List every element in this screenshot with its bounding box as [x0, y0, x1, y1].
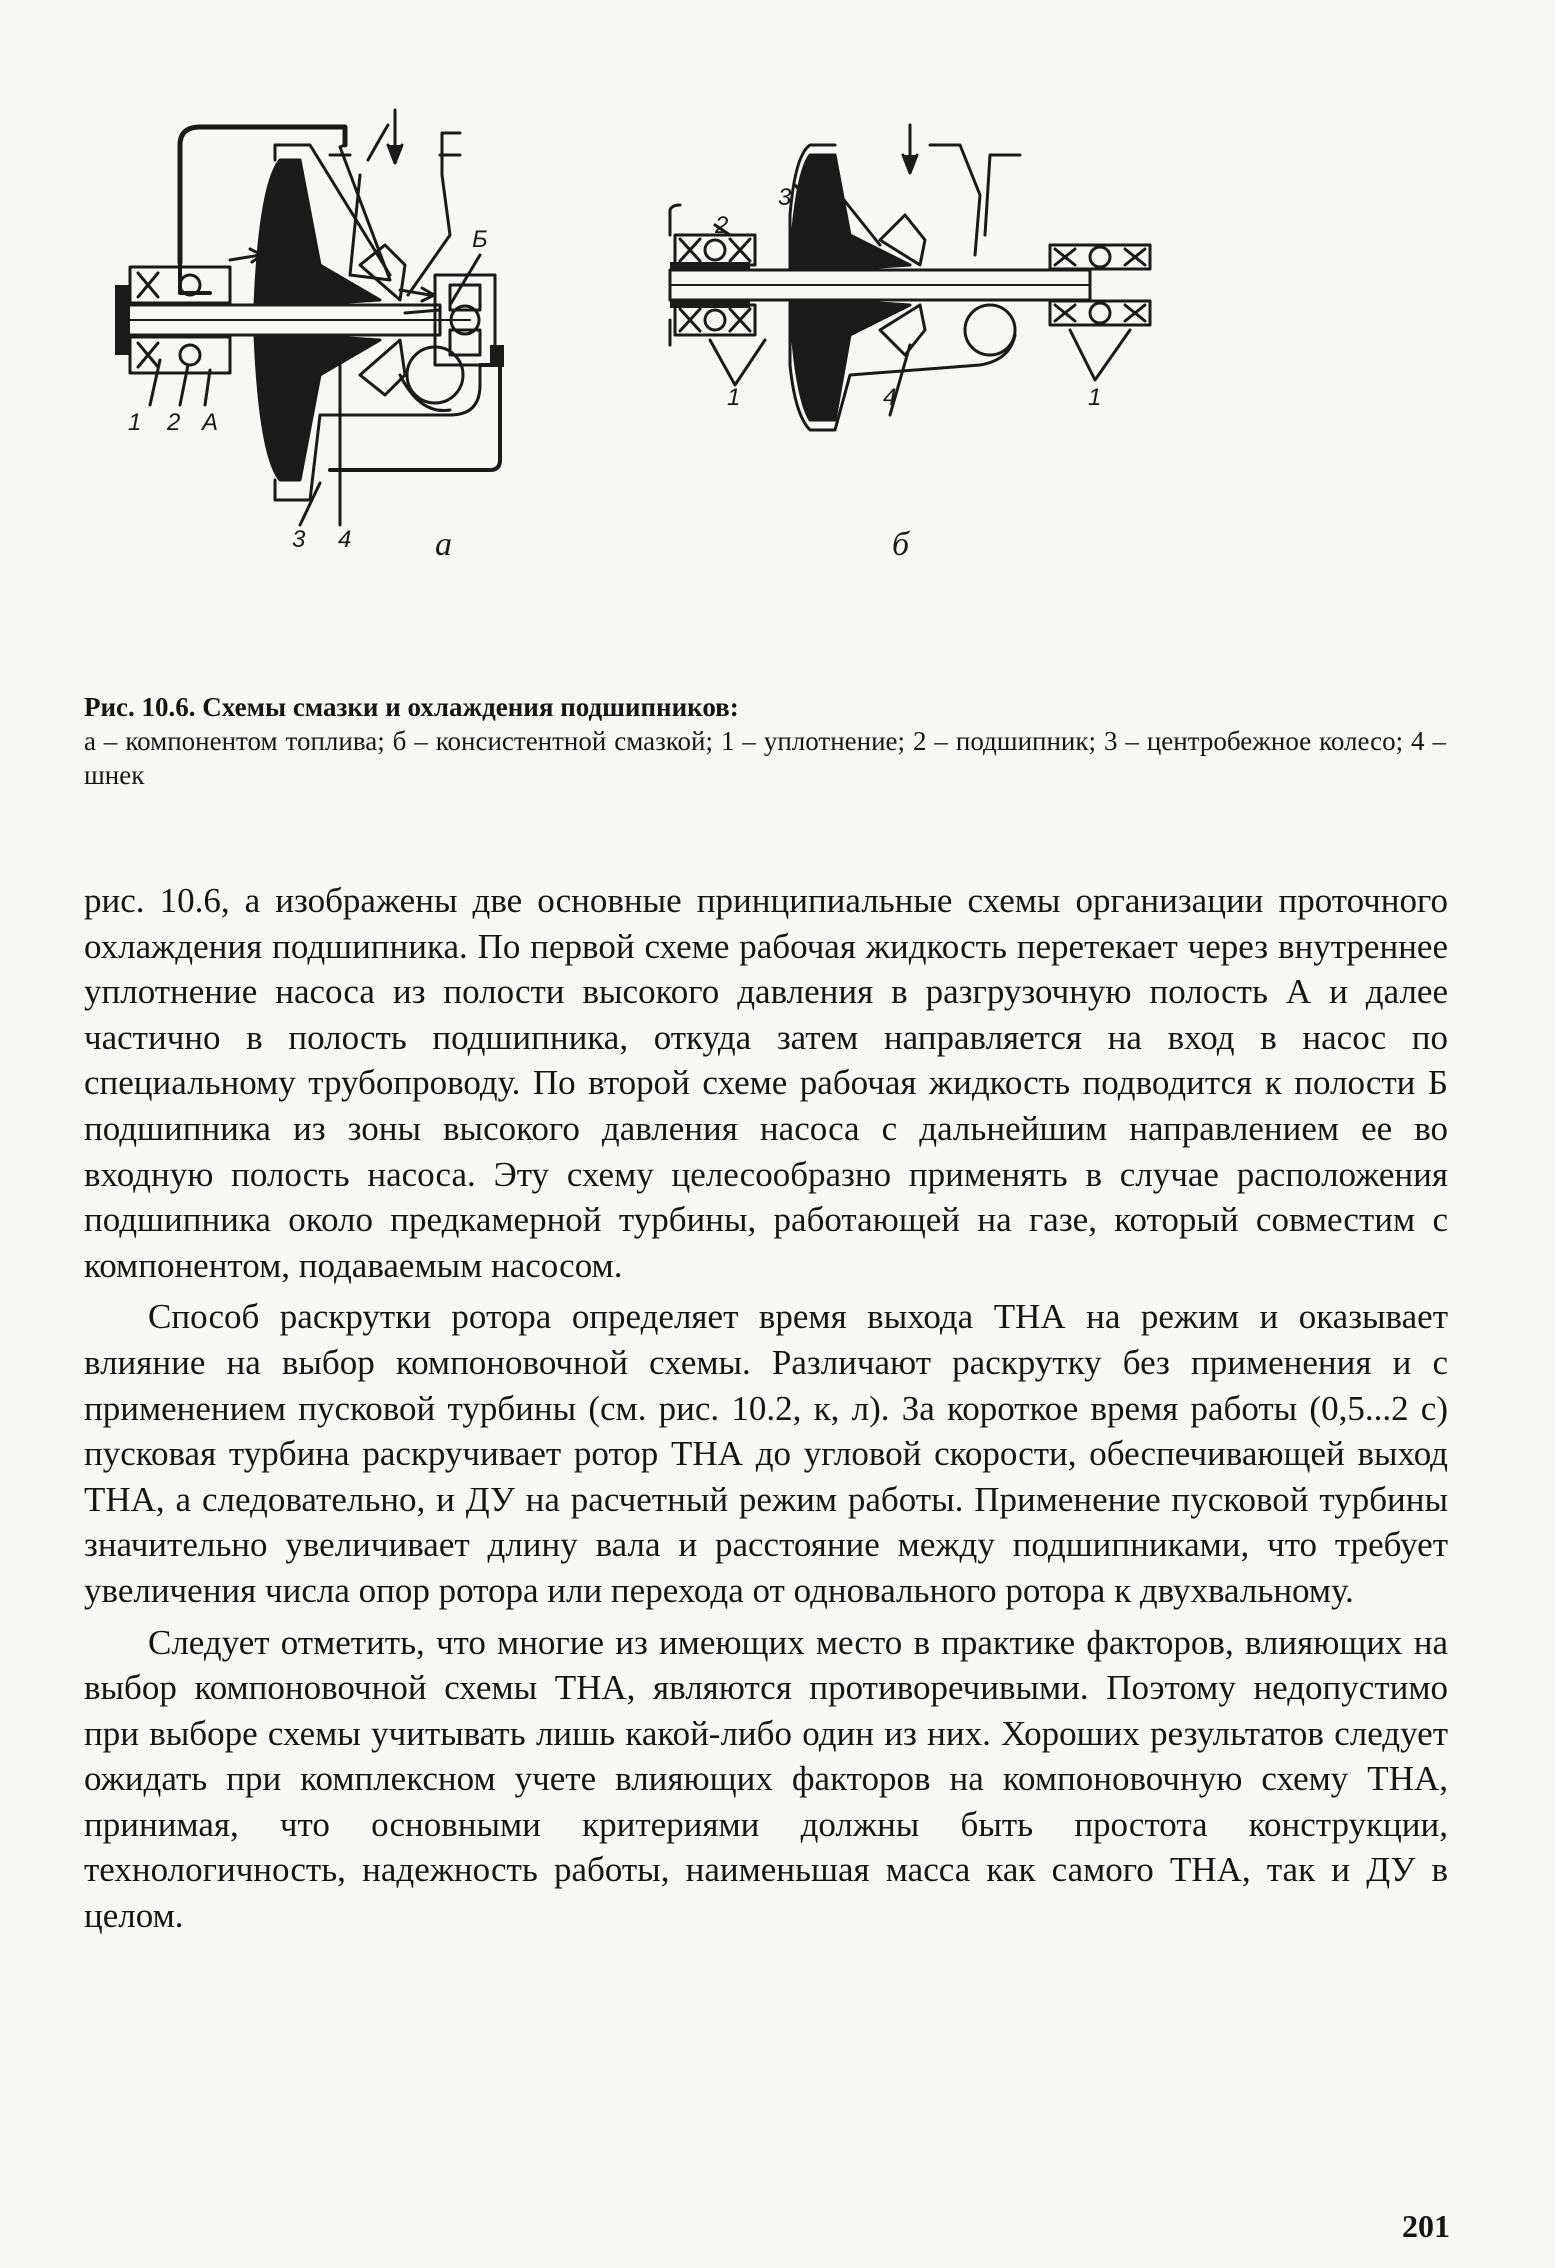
scheme-b-label-3: 3 — [778, 184, 792, 211]
page-number: 201 — [1402, 2208, 1450, 2244]
scheme-a-label-A: A — [202, 409, 219, 436]
scheme-b-label-2: 2 — [715, 212, 729, 239]
bearing-schemes-drawing — [128, 115, 1400, 675]
scheme-a-label-3: 3 — [292, 526, 306, 553]
scheme-a-label-B: Б — [472, 226, 488, 253]
scheme-a — [115, 110, 504, 525]
scheme-a-label-2: 2 — [167, 409, 181, 436]
caption-title: Рис. 10.6. Схемы смазки и охлаждения подшипников: — [84, 692, 739, 722]
scheme-a-label-4: 4 — [338, 526, 352, 553]
scheme-a-sublabel: а — [435, 526, 452, 563]
scheme-b-label-1-right: 1 — [1088, 384, 1102, 411]
scheme-b — [670, 125, 1150, 430]
body-text — [84, 878, 1448, 1945]
figure-10-6 — [128, 115, 1400, 675]
scheme-b-sublabel: б — [892, 526, 910, 563]
paragraph-2: Способ раскрутки ротора определяет время выхода ТНА на режим и оказывает влияние на выбор компоновочной схемы. Различают раскрутку без применения и с применением пусковой турбины (см. рис. 10.2, к, л). За короткое время работы (0,5...2 с) пусковая турбина раскручивает ротор ТНА до угловой скорости, обеспечивающей выход ТНА, а следовательно, и ДУ на расчетный режим работы. Применение пусковой турбины значительно увеличивает длину вала и расстояние между подшипниками, что требует увеличения числа опор ротора или перехода от одновального ротора к двухвальному. — [84, 1297, 1448, 1610]
scheme-b-label-1-left: 1 — [727, 384, 741, 411]
paragraph-3: Следует отметить, что многие из имеющих место в практике факторов, влияющих на выбор компоновочной схемы ТНА, являются противоречивыми. Поэтому недопустимо при выборе схемы учитывать лишь какой-либо один из них. Хороших результатов следует ожидать при комплексном учете влияющих факторов на компоновочную схему ТНА, принимая, что основными критериями должны быть простота конструкции, технологичность, надежность работы, наименьшая масса как самого ТНА, так и ДУ в целом. — [84, 1622, 1448, 1936]
paragraph-1: рис. 10.6, а изображены две основные принципиальные схемы организации проточного охлаждения подшипника. По первой схеме рабочая жидкость перетекает через внутреннее уплотнение насоса из полости высокого давления в разгрузочную полость А и далее частично в полость подшипника, откуда затем направляется на вход в насос по специальному трубопроводу. По второй схеме рабочая жидкость подводится к полости Б подшипника из зоны высокого давления насоса с дальнейшим направлением ее во входную полость насоса. Эту схему целесообразно применять в случае расположения подшипника около предкамерной турбины, работающей на газе, который совместим с компонентом, подаваемым насосом. — [84, 881, 1448, 1285]
figure-caption — [84, 690, 1446, 792]
scheme-b-label-4: 4 — [883, 384, 897, 411]
scheme-a-label-1: 1 — [128, 409, 142, 436]
caption-body: а – компонентом топлива; б – консистентной смазкой; 1 – уплотнение; 2 – подшипник; 3 – центробежное колесо; 4 – шнек — [84, 726, 1446, 790]
